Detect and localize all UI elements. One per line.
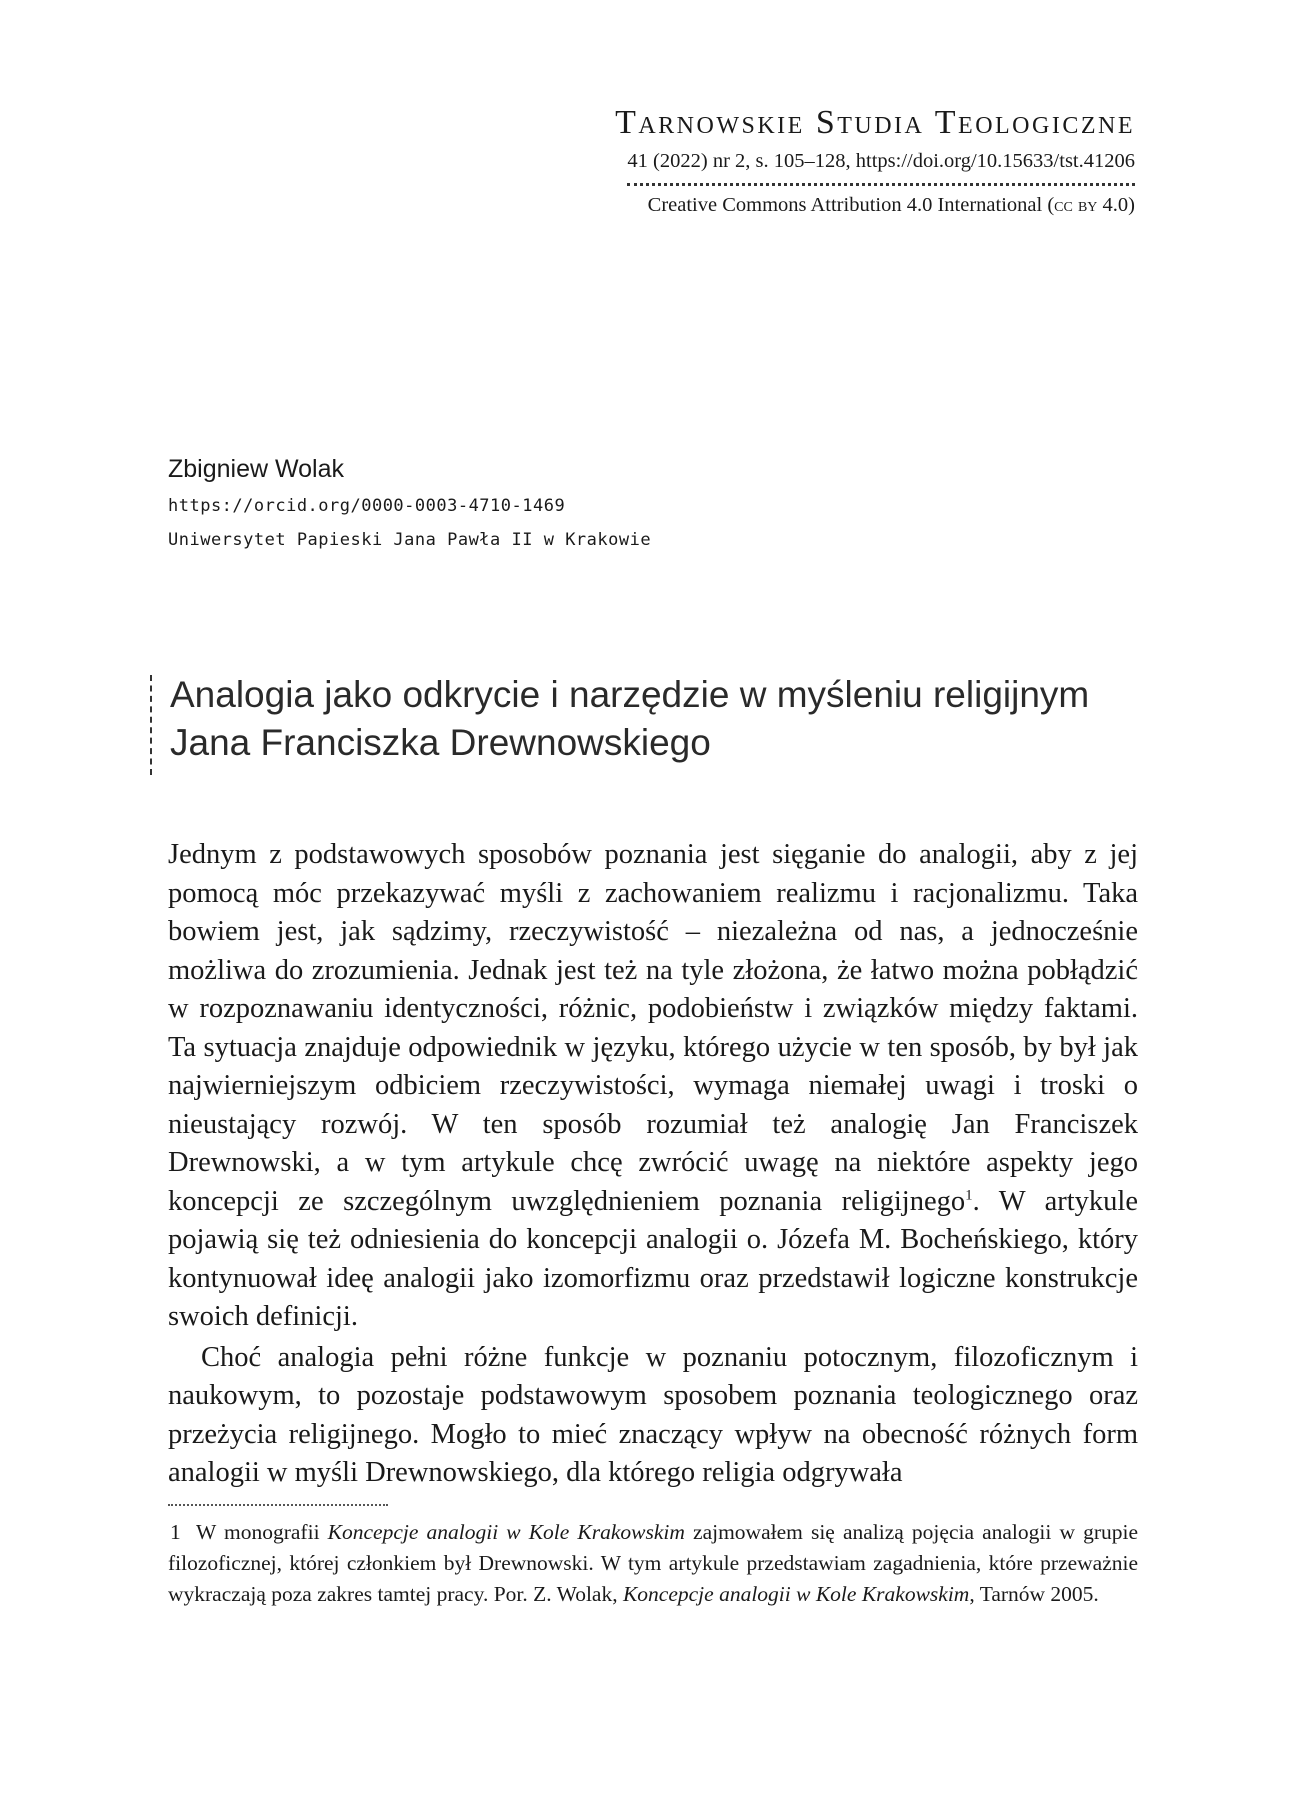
footnote-separator — [168, 1504, 388, 1506]
article-title: Analogia jako odkrycie i narzędzie w myśleniu religijnym Jana Franciszka Drewnowskiego — [170, 674, 1090, 763]
footnote-text-2: zajmowałem się analizą pojęcia analogii w grupie filozoficznej, której członkiem był Drewnowski. W tym artykule przedstawiam zagadnienia, które przeważnie wykraczają poza zakres tamtej pracy. Por. Z. Wolak, — [168, 1520, 1139, 1606]
license-text: Creative Commons Attribution 4.0 International ( — [647, 194, 1055, 216]
journal-header — [615, 104, 1135, 217]
license-line — [615, 194, 1135, 217]
author-orcid: https://orcid.org/0000-0003-4710-1469 — [168, 496, 566, 516]
author-affiliation: Uniwersytet Papieski Jana Pawła II w Krakowie — [168, 530, 652, 550]
footnote-number: 1 — [170, 1520, 181, 1544]
title-rule — [150, 675, 152, 775]
paragraph-2: Choć analogia pełni różne funkcje w poznaniu potocznym, filozoficznym i naukowym, to pozostaje podstawowym sposobem poznania teologicznego oraz przeżycia religijnego. Mogło to mieć znaczący wpływ na obecność różnych form analogii w myśli Drewnowskiego, dla którego religia odgrywała — [168, 1341, 1138, 1488]
article-title-block — [150, 671, 1140, 767]
footnote-1 — [168, 1517, 1138, 1610]
paragraph-1-tail: . W artykule pojawią się też odniesienia do koncepcji analogii o. Józefa M. Bocheńskiego, który kontynuował ideę analogii jako izomorfizmu oraz przedstawił logiczne konstrukcje swoich definicji. — [168, 1185, 1139, 1332]
footnote-text-3: , Tarnów 2005. — [969, 1582, 1099, 1606]
license-abbrev: cc by 4.0 — [1054, 194, 1129, 216]
author-block — [168, 455, 651, 550]
footnote-reference: 1 — [965, 1187, 973, 1203]
footnote-italic-2: Koncepcje analogii w Kole Krakowskim — [622, 1582, 970, 1606]
paragraph-1-text: Jednym z podstawowych sposobów poznania jest sięganie do analogii, aby z jej pomocą móc przekazywać myśli z zachowaniem realizmu i racjonalizmu. Taka bowiem jest, jak sądzimy, rzeczywistość – niezależna od nas, a jednocześnie możliwa do zrozumienia. Jednak jest też na tyle złożona, że łatwo można pobłądzić w rozpoznawaniu identyczności, różnic, podobieństw i związków między faktami. Ta sytuacja znajduje odpowiednik w języku, którego użycie w ten sposób, by był jak najwierniejszym odbiciem rzeczywistości, wymaga niemałej uwagi i troski o nieustający rozwój. W ten sposób rozumiał też analogię Jan Franciszek Drewnowski, a w tym artykule chcę zwrócić uwagę na niektóre aspekty jego koncepcji ze szczególnym uwzględnieniem poznania religijnego — [168, 839, 1138, 1217]
issue-info: 41 (2022) nr 2, s. 105–128, https://doi.org/10.15633/tst.41206 — [627, 150, 1135, 186]
author-name: Zbigniew Wolak — [168, 455, 345, 483]
footnote-text-1: W monografii — [196, 1520, 328, 1544]
footnote-italic-1: Koncepcje analogii w Kole Krakowskim — [327, 1520, 685, 1544]
paragraph-1 — [168, 836, 1138, 1337]
journal-title: Tarnowskie Studia Teologiczne — [615, 104, 1135, 141]
article-body — [168, 836, 1138, 1493]
license-close: ) — [1128, 194, 1135, 216]
